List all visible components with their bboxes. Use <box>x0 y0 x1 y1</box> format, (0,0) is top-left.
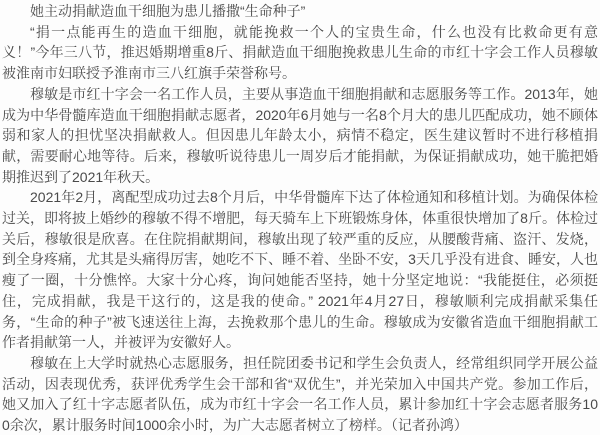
article-paragraph-background: 穆敏是市红十字会一名工作人员，主要从事造血干细胞捐献和志愿服务等工作。2013年，她成为中华骨髓库造血干细胞捐献志愿者，2020年6月她与一名8个月大的患儿匹配成功，她不顾体弱和家人的担忧坚决捐献救人。但因患儿年龄太小，病情不稳定，医生建议暂时不进行移植捐献，需要耐心地等待。后来，穆敏听说待患儿一周岁后才能捐献，为保证捐献成功，她干脆把婚期推迟到了2021年秋天。 <box>2 85 598 185</box>
article-paragraph-lead: “捐一点能再生的造血干细胞，就能挽救一个人的宝贵生命，什么也没有比救命更有意义！”今年三八节，推迟婚期增重8斤、捐献造血干细胞挽救患儿生命的市红十字会工作人员穆敏被淮南市妇联授予淮南市三八红旗手荣誉称号。 <box>2 23 598 82</box>
article-paragraph-donation: 2021年2月，离配型成功过去8个月后，中华骨髓库下达了体检通知和移植计划。为确保体检过关，即将披上婚纱的穆敏不得不增肥，每天骑车上下班锻炼身体，体重很快增加了8斤。体检过关后，穆敏很是欣喜。在住院捐献期间，穆敏出现了较严重的反应，从腰酸背痛、盗汗、发烧，到全身疼痛，尤其是头痛得厉害，她吃不下、睡不着、坐卧不安，3天几乎没有进食、睡安，人也瘦了一圈，十分憔悴。大家十分心疼，询问她能否坚持，她十分坚定地说：“我能挺住，必须挺住，完成捐献，我是干这行的，这是我的使命。” 2021年4月27日，穆敏顺利完成捐献采集任务，“生命的种子”被飞速送往上海，去挽救那个患儿的生命。穆敏成为安徽省造血干细胞捐献工作者捐献第一人，并被评为安徽好人。 <box>2 189 598 351</box>
article-title: 她主动捐献造血干细胞为患儿播撒“生命种子” <box>30 3 306 19</box>
article-paragraph-volunteer: 穆敏在上大学时就热心志愿服务，担任院团委书记和学生会负责人，经常组织同学开展公益活动，因表现优秀，获评优秀学生会干部和省“双优生”，并光荣加入中国共产党。参加工作后，她又加入了红十字志愿者队伍，成为市红十字会一名工作人员，累计参加红十字会志愿者服务100余次，累计服务时间1000余小时，为广大志愿者树立了榜样。（记者孙鸿） <box>2 354 598 434</box>
